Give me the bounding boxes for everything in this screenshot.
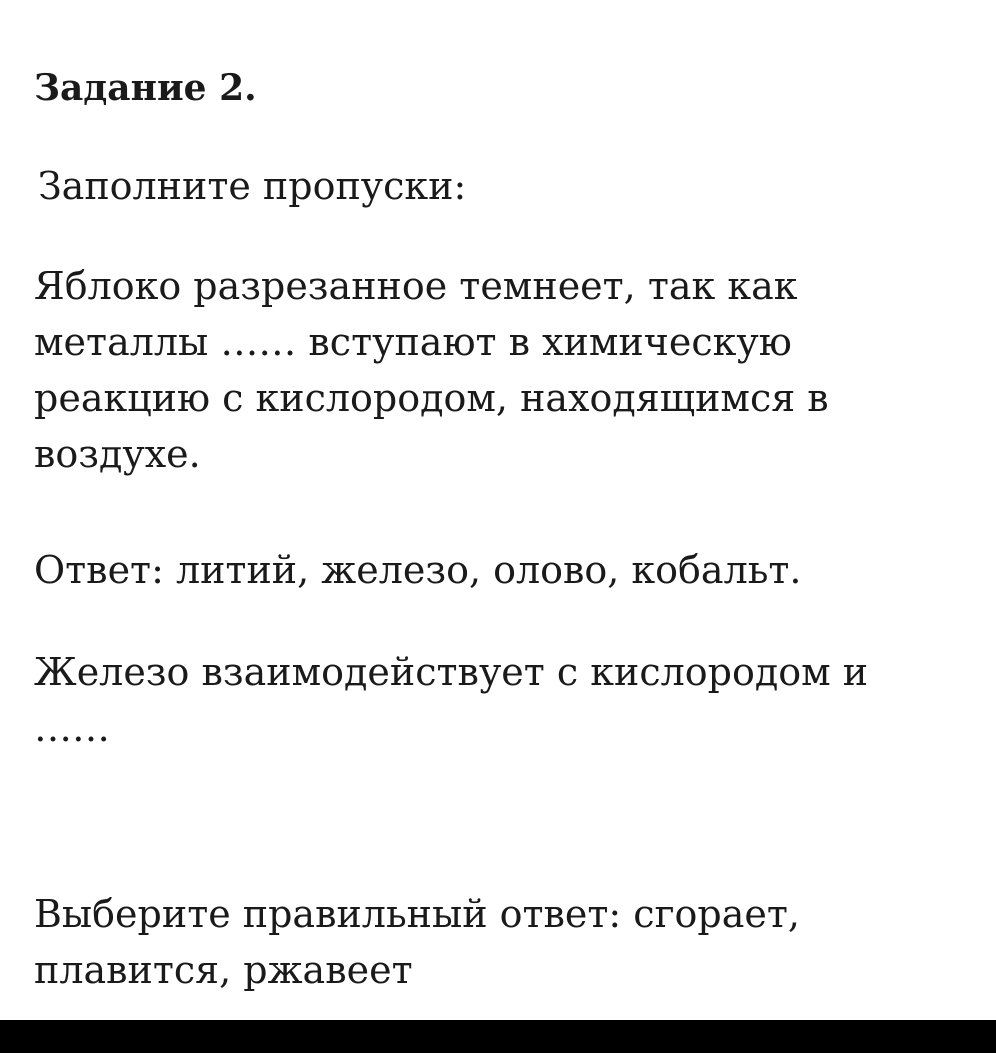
question-paragraph-2: Железо взаимодействует с кислородом и …… <box>34 650 869 750</box>
answer-options-2: Выберите правильный ответ: сгорает, плавится, ржавеет <box>34 892 800 992</box>
bottom-bar <box>0 1020 996 1053</box>
question-paragraph-1: Яблоко разрезанное темнеет, так как металлы …… вступают в химическую реакцию с кислородом, находящимся в воздухе. <box>34 264 829 476</box>
task-instruction: Заполните пропуски: <box>38 164 467 208</box>
task-title: Задание 2. <box>34 67 257 109</box>
answer-options-1: Ответ: литий, железо, олово, кобальт. <box>34 548 802 592</box>
